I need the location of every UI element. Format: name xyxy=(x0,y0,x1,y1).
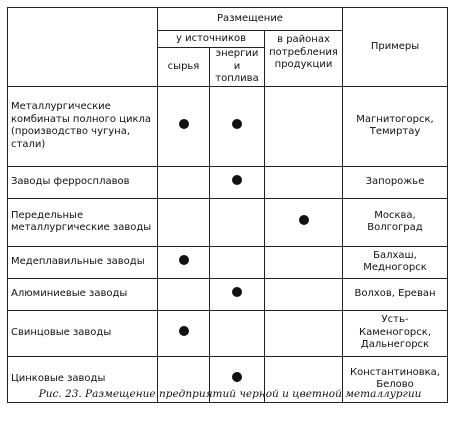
examples-cell: Волхов, Ереван xyxy=(343,278,448,310)
dot-marker xyxy=(299,215,309,225)
table-row xyxy=(8,278,448,310)
cell-energy xyxy=(210,278,265,310)
sources-header: у источников xyxy=(158,31,265,48)
cell-consumption xyxy=(265,198,343,246)
figure-caption: Рис. 23. Размещение предприятий черной и цветной металлургии xyxy=(38,388,422,400)
cell-consumption xyxy=(265,310,343,356)
cell-raw xyxy=(158,278,210,310)
placement-table xyxy=(7,7,447,390)
cell-energy xyxy=(210,86,265,166)
corner-cell xyxy=(8,8,158,87)
cell-consumption xyxy=(265,166,343,198)
raw-header: сырья xyxy=(158,48,210,87)
examples-cell: Константиновка, Белово xyxy=(343,356,448,402)
dot-marker xyxy=(232,372,242,382)
dot-marker xyxy=(179,326,189,336)
cell-raw xyxy=(158,166,210,198)
examples-header: Примеры xyxy=(343,8,448,87)
examples-cell: Балхаш, Медногорск xyxy=(343,246,448,278)
dot-marker xyxy=(179,119,189,129)
cell-energy xyxy=(210,246,265,278)
table-row xyxy=(8,198,448,246)
cell-consumption xyxy=(265,278,343,310)
examples-cell: Москва, Волгоград xyxy=(343,198,448,246)
placement-header: Размещение xyxy=(158,8,343,31)
cell-consumption xyxy=(265,86,343,166)
dot-marker xyxy=(179,255,189,265)
table-row xyxy=(8,310,448,356)
table-body xyxy=(8,86,448,402)
examples-cell: Магнитогорск, Темиртау xyxy=(343,86,448,166)
enterprise-name: Алюминиевые заводы xyxy=(8,278,158,310)
cell-raw xyxy=(158,310,210,356)
examples-cell: Усть-Каменогорск, Дальнегорск xyxy=(343,310,448,356)
enterprise-name: Медеплавильные заводы xyxy=(8,246,158,278)
cell-energy xyxy=(210,198,265,246)
table-row xyxy=(8,246,448,278)
cell-raw xyxy=(158,246,210,278)
enterprise-name: Цинковые заводы xyxy=(8,356,158,402)
cell-energy xyxy=(210,310,265,356)
table-row xyxy=(8,166,448,198)
enterprise-name: Свинцовые заводы xyxy=(8,310,158,356)
enterprise-name: Передельные металлургические заводы xyxy=(8,198,158,246)
energy-header: энергии и топлива xyxy=(210,48,265,87)
dot-marker xyxy=(232,287,242,297)
cell-raw xyxy=(158,198,210,246)
consumption-header: в районах потребления продукции xyxy=(265,31,343,87)
cell-consumption xyxy=(265,246,343,278)
examples-cell: Запорожье xyxy=(343,166,448,198)
table-row xyxy=(8,86,448,166)
enterprise-name: Металлургические комбинаты полного цикла (производство чугуна, стали) xyxy=(8,86,158,166)
dot-marker xyxy=(232,175,242,185)
cell-raw xyxy=(158,86,210,166)
cell-energy xyxy=(210,166,265,198)
enterprise-name: Заводы ферросплавов xyxy=(8,166,158,198)
dot-marker xyxy=(232,119,242,129)
